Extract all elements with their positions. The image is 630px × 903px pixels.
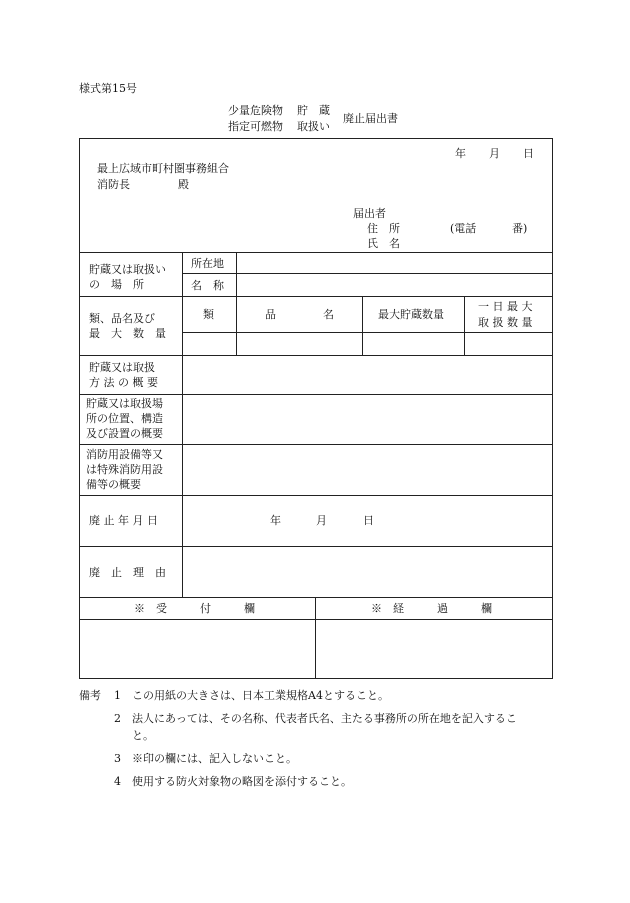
abolish-year-label: 年 (270, 514, 281, 527)
structure-label-1: 貯蔵又は取扱場 (86, 397, 163, 410)
location-label: 所在地 (191, 257, 224, 270)
storage-place-label-2: の 場 所 (89, 278, 144, 291)
recipient-organization: 最上広域市町村圏事務組合 (97, 162, 229, 175)
note-2-text-cont: と。 (132, 729, 154, 742)
col-item-header-1: 品 (265, 308, 276, 321)
applicant-label: 届出者 (353, 207, 386, 220)
notes-heading: 備考 (79, 689, 101, 702)
note-2-text: 法人にあっては、その名称、代表者氏名、主たる事務所の所在地を記入するこ (132, 712, 517, 725)
col-daily-max-header-1: 一 日 最 大 (478, 300, 533, 313)
col-max-storage-header: 最大貯蔵数量 (378, 308, 444, 321)
phone-suffix: 番) (512, 222, 528, 235)
structure-label-2: 所の位置、構造 (86, 412, 163, 425)
note-3-number: 3 (114, 752, 121, 765)
date-day-label: 日 (523, 147, 534, 160)
category-label-2: 最 大 数 量 (89, 327, 166, 340)
recipient-honorific: 殿 (178, 178, 189, 191)
col-class-header: 類 (203, 308, 214, 321)
abolish-date-label: 廃 止 年 月 日 (89, 514, 158, 527)
fire-equipment-label-2: は特殊消防用設 (86, 463, 163, 476)
form-number: 様式第15号 (79, 82, 137, 95)
storage-place-label-1: 貯蔵又は取扱い (89, 263, 166, 276)
abolish-reason-label: 廃 止 理 由 (89, 566, 166, 579)
note-4-text: 使用する防火対象物の略図を添付すること。 (132, 775, 352, 788)
progress-label: ※ 経 過 欄 (371, 602, 492, 615)
title-action-1: 貯 蔵 (297, 104, 330, 117)
form-title: 廃止届出書 (343, 112, 398, 125)
note-4-number: 4 (114, 775, 121, 788)
abolish-month-label: 月 (316, 514, 327, 527)
structure-label-3: 及び設置の概要 (86, 427, 163, 440)
note-2-number: 2 (114, 712, 121, 725)
date-month-label: 月 (489, 147, 500, 160)
col-daily-max-header-2: 取 扱 数 量 (478, 316, 533, 329)
note-1-text: この用紙の大きさは、日本工業規格A4とすること。 (132, 689, 389, 702)
address-label: 住 所 (367, 222, 400, 235)
name-label: 氏 名 (367, 237, 400, 250)
method-label-1: 貯蔵又は取扱 (89, 361, 155, 374)
reception-label: ※ 受 付 欄 (134, 602, 255, 615)
phone-label: (電話 (450, 222, 477, 235)
title-action-2: 取扱い (297, 120, 330, 133)
place-name-label: 名 称 (191, 279, 224, 292)
title-category-2: 指定可燃物 (228, 120, 283, 133)
note-1-number: 1 (114, 689, 121, 702)
method-label-2: 方 法 の 概 要 (89, 376, 158, 389)
fire-equipment-label-1: 消防用設備等又 (86, 448, 163, 461)
fire-equipment-label-3: 備等の概要 (86, 478, 141, 491)
note-3-text: ※印の欄には、記入しないこと。 (132, 752, 297, 765)
category-label-1: 類、品名及び (89, 312, 155, 325)
abolish-day-label: 日 (363, 514, 374, 527)
date-year-label: 年 (455, 147, 466, 160)
col-item-header-2: 名 (323, 308, 334, 321)
recipient-title: 消防長 (97, 178, 130, 191)
title-category-1: 少量危険物 (228, 104, 283, 117)
